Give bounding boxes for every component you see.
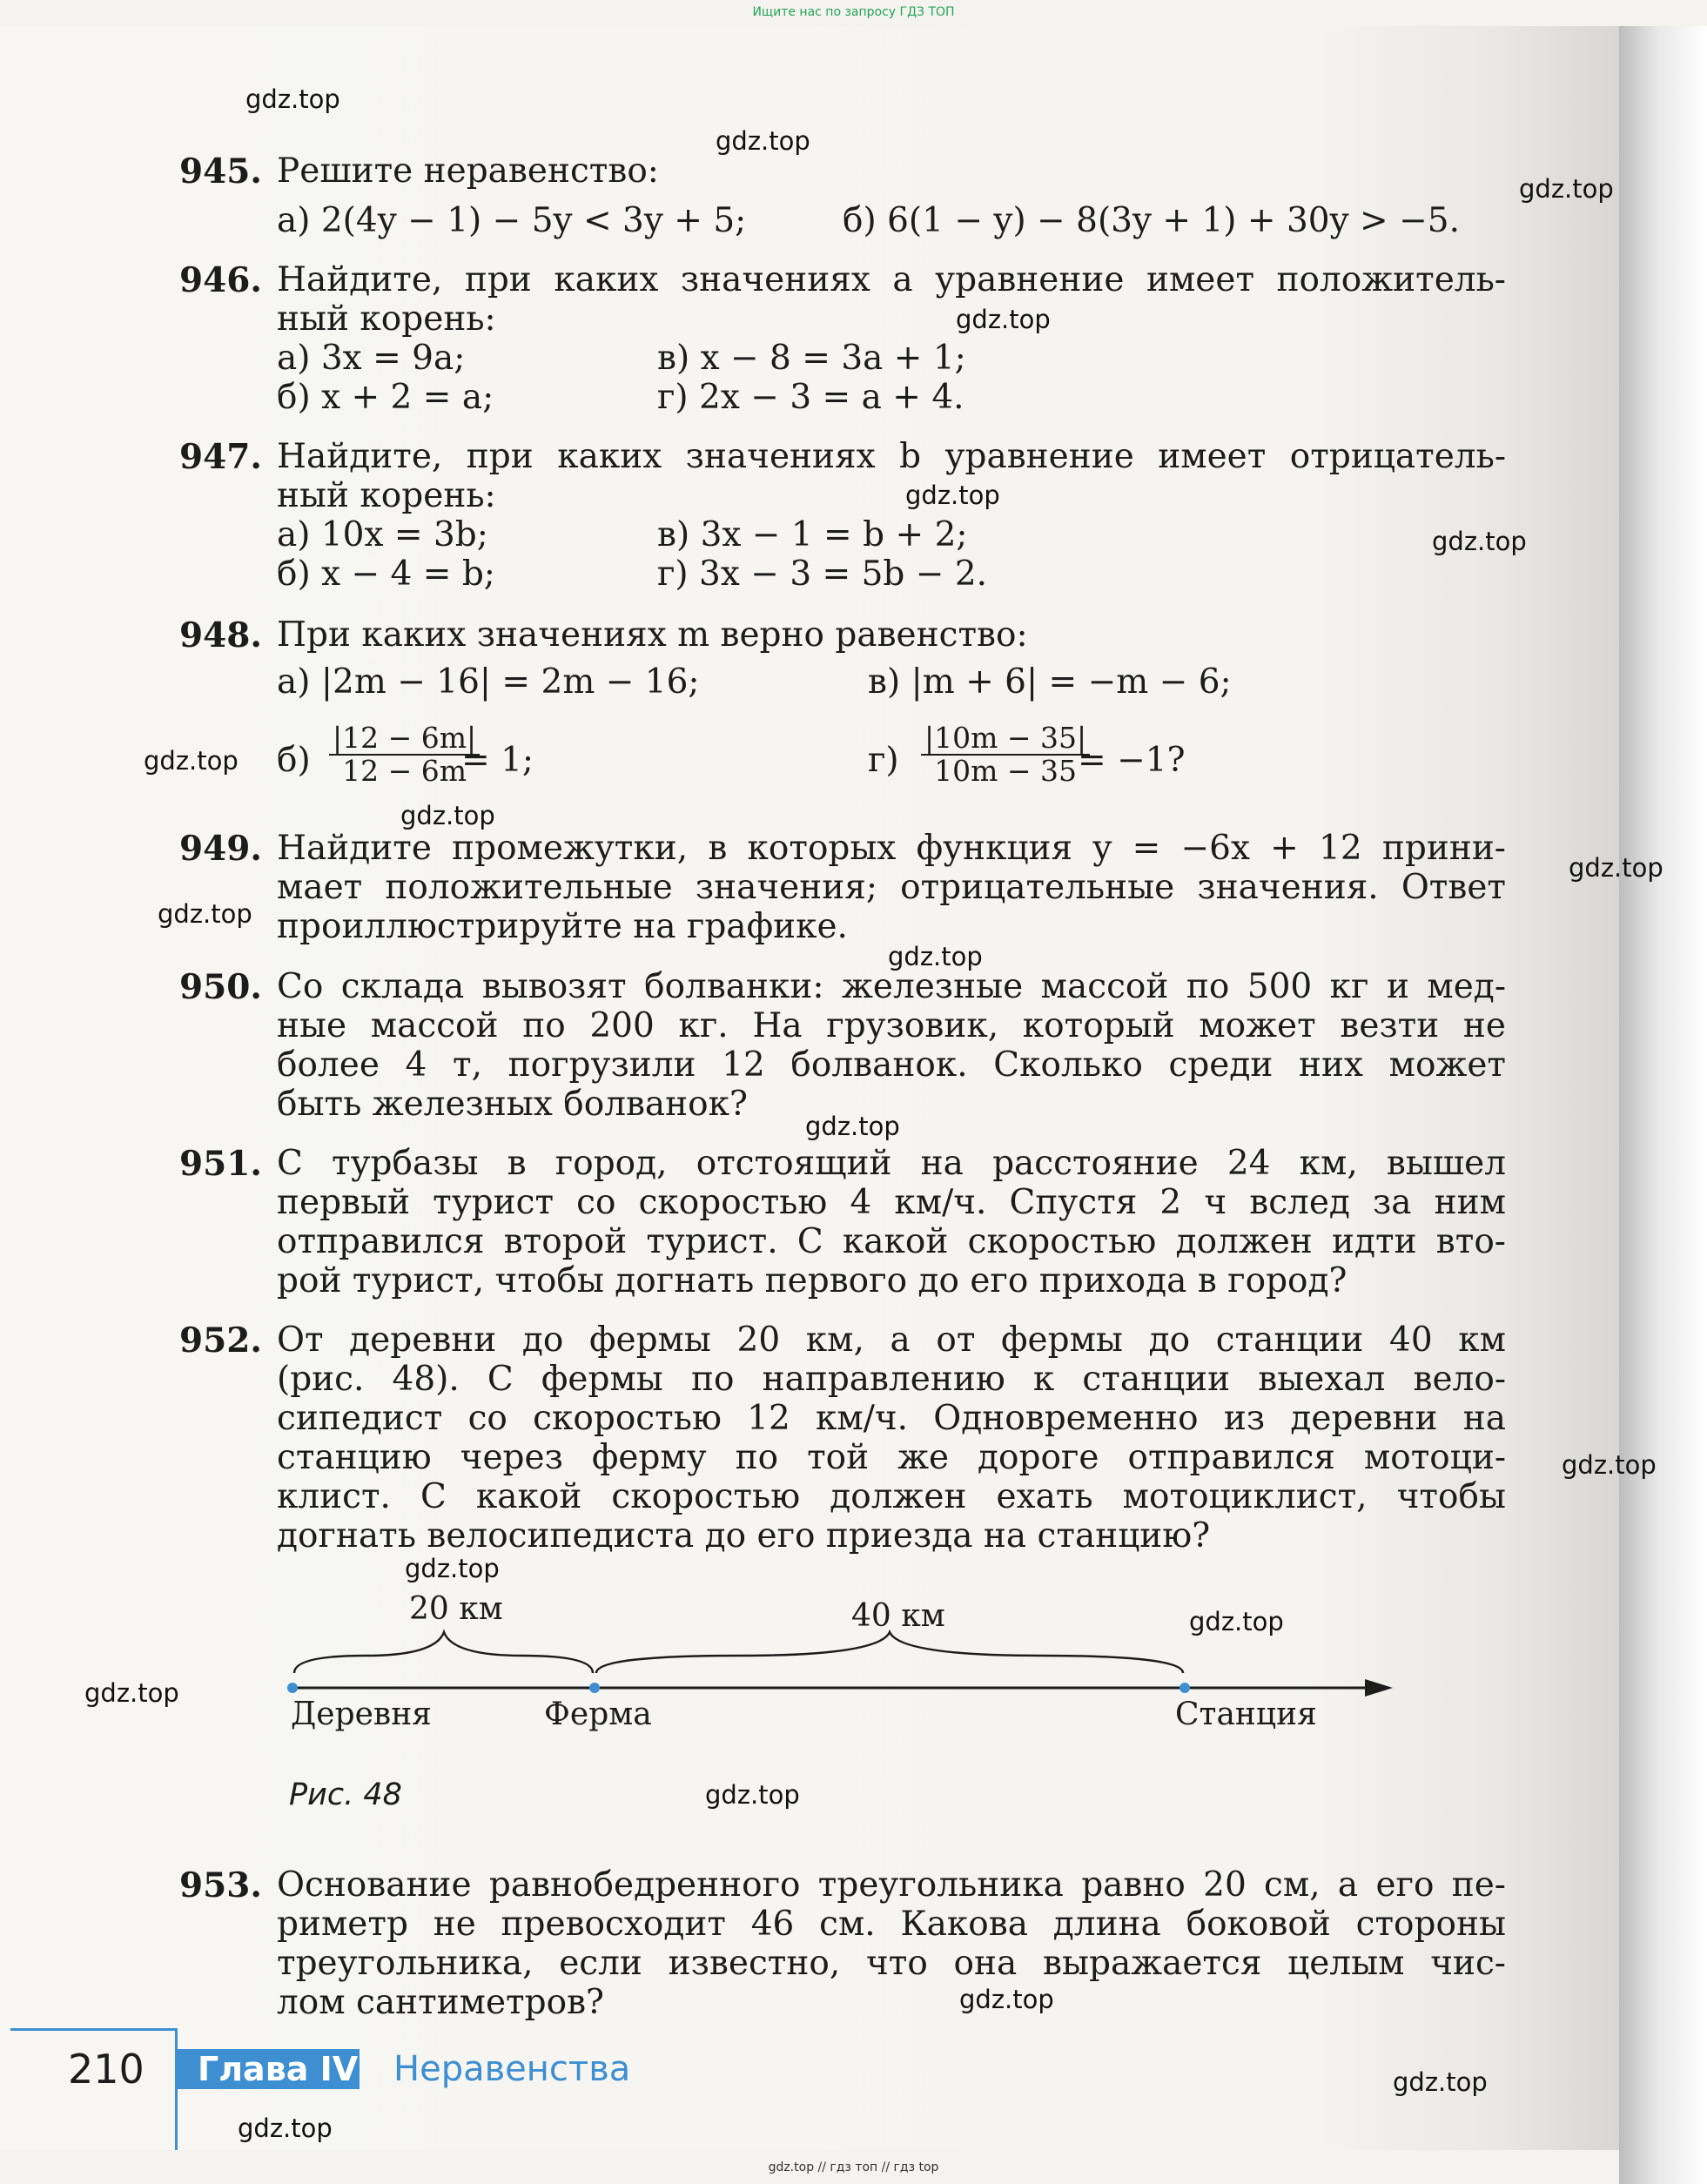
chapter-title: Неравенства [393, 2049, 631, 2089]
problem-text: ный корень: [277, 299, 496, 339]
fraction-prefix: б) [277, 741, 311, 780]
problem-item: г) 2x − 3 = a + 4. [657, 378, 964, 417]
fraction-denominator: 12 − 6m [342, 754, 467, 788]
problem-text: ный корень: [277, 476, 496, 515]
problem-item: в) x − 8 = 3a + 1; [657, 339, 966, 378]
brace-20km [294, 1632, 593, 1673]
problem-number: 950. [179, 967, 262, 1007]
watermark: gdz.top [705, 1780, 800, 1810]
watermark: gdz.top [144, 746, 239, 776]
brace-40km [596, 1632, 1183, 1673]
problem-number: 949. [179, 829, 262, 869]
problem-item: б) 6(1 − y) − 8(3y + 1) + 30y > −5. [843, 201, 1460, 240]
problem-text: клист. С какой скоростью должен ехать мотоциклист, чтобы [277, 1477, 1506, 1516]
watermark: gdz.top [400, 801, 495, 830]
fraction-prefix: г) [868, 741, 899, 780]
footer-rule [175, 2028, 178, 2150]
problem-text: С турбазы в город, отстоящий на расстояние 24 км, вышел [277, 1144, 1506, 1183]
fraction-suffix: = −1? [1078, 741, 1186, 780]
problem-text: Решите неравенство: [277, 151, 659, 191]
problem-item: в) 3x − 1 = b + 2; [657, 515, 968, 554]
point-farm [589, 1683, 600, 1693]
watermark: gdz.top [84, 1678, 179, 1708]
problem-text: быть железных болванок? [277, 1085, 748, 1124]
segment-label: 20 км [409, 1591, 503, 1627]
watermark: gdz.top [905, 480, 1000, 510]
problem-item: а) 2(4y − 1) − 5y < 3y + 5; [277, 201, 747, 240]
point-village [287, 1683, 298, 1693]
problem-text: Найдите, при каких значениях a уравнение имеет положитель- [277, 260, 1506, 299]
point-label: Станция [1175, 1697, 1317, 1732]
problem-item: а) 3x = 9a; [277, 339, 466, 378]
problem-number: 945. [179, 151, 262, 192]
problem-number: 952. [179, 1320, 262, 1361]
problem-text: станцию через ферму по той же дороге отправился мотоци- [277, 1438, 1506, 1477]
problem-text: отправился второй турист. С какой скоростью должен идти вто- [277, 1222, 1506, 1261]
watermark: gdz.top [959, 1985, 1054, 2014]
problem-text: лом сантиметров? [277, 1983, 604, 2022]
segment-label: 40 км [851, 1598, 945, 1634]
chapter-badge: Глава IV [177, 2049, 360, 2089]
watermark: gdz.top [405, 1554, 500, 1583]
problem-text: Основание равнобедренного треугольника равно 20 см, а его пе- [277, 1865, 1506, 1905]
problem-text: От деревни до фермы 20 км, а от фермы до станции 40 км [277, 1320, 1506, 1360]
page-number: 210 [68, 2046, 144, 2093]
problem-item: в) |m + 6| = −m − 6; [868, 662, 1232, 702]
figure-caption: Рис. 48 [289, 1777, 402, 1812]
watermark: gdz.top [1432, 527, 1527, 556]
bottom-note: gdz.top // гдз топ // гдз top [768, 2160, 939, 2174]
problem-text: При каких значениях m верно равенство: [277, 615, 1028, 655]
watermark: gdz.top [956, 305, 1051, 334]
problem-text: более 4 т, погрузили 12 болванок. Сколько среди них может [277, 1045, 1506, 1085]
problem-text: догнать велосипедиста до его приезда на станцию? [277, 1516, 1211, 1556]
problem-item: а) |2m − 16| = 2m − 16; [277, 662, 700, 702]
watermark: gdz.top [158, 899, 252, 929]
problem-text: мает положительные значения; отрицательные значения. Ответ [277, 868, 1506, 907]
problem-text: (рис. 48). С фермы по направлению к станции выехал вело- [277, 1360, 1506, 1399]
watermark: gdz.top [1519, 174, 1614, 204]
problem-text: первый турист со скоростью 4 км/ч. Спустя 2 ч вслед за ним [277, 1183, 1506, 1222]
problem-text: Найдите промежутки, в которых функция y = −6x + 12 прини- [277, 829, 1506, 868]
problem-text: рой турист, чтобы догнать первого до его прихода в город? [277, 1261, 1347, 1300]
problem-item: б) x + 2 = a; [277, 378, 494, 417]
problem-number: 947. [179, 437, 262, 477]
watermark: gdz.top [1189, 1607, 1284, 1636]
watermark: gdz.top [888, 942, 983, 971]
watermark: gdz.top [1569, 853, 1663, 883]
problem-item: а) 10x = 3b; [277, 515, 488, 554]
problem-number: 951. [179, 1144, 262, 1184]
watermark: gdz.top [716, 126, 810, 156]
problem-item: б) x − 4 = b; [277, 554, 495, 594]
point-label: Ферма [544, 1697, 652, 1732]
watermark: gdz.top [1393, 2067, 1488, 2097]
problem-text: Со склада вывозят болванки: железные массой по 500 кг и мед- [277, 967, 1506, 1006]
problem-text: риметр не превосходит 46 см. Какова длина боковой стороны [277, 1905, 1506, 1944]
problem-number: 953. [179, 1865, 262, 1905]
watermark: gdz.top [238, 2113, 333, 2143]
arrow-head [1365, 1679, 1393, 1697]
fraction-numerator: |12 − 6m| [329, 722, 480, 756]
problem-item: г) 3x − 3 = 5b − 2. [657, 554, 988, 594]
point-label: Деревня [291, 1697, 432, 1732]
fraction-numerator: |10m − 35| [921, 722, 1090, 756]
footer-rule [10, 2028, 178, 2031]
point-station [1179, 1683, 1190, 1693]
problem-text: ные массой по 200 кг. На грузовик, который может везти не [277, 1006, 1506, 1045]
watermark: gdz.top [805, 1112, 900, 1141]
problem-text: Найдите, при каких значениях b уравнение имеет отрицатель- [277, 437, 1506, 476]
problem-text: треугольника, если известно, что она выражается целым чис- [277, 1944, 1506, 1983]
fraction-suffix: = 1; [461, 741, 534, 780]
watermark: gdz.top [1562, 1450, 1657, 1480]
problem-text: сипедист со скоростью 12 км/ч. Одновременно из деревни на [277, 1399, 1506, 1438]
problem-number: 948. [179, 615, 262, 655]
fraction-denominator: 10m − 35 [934, 754, 1078, 788]
problem-number: 946. [179, 260, 262, 300]
problem-text: проиллюстрируйте на графике. [277, 907, 848, 946]
top-note: Ищите нас по запросу ГДЗ ТОП [752, 5, 955, 19]
watermark: gdz.top [245, 84, 340, 114]
